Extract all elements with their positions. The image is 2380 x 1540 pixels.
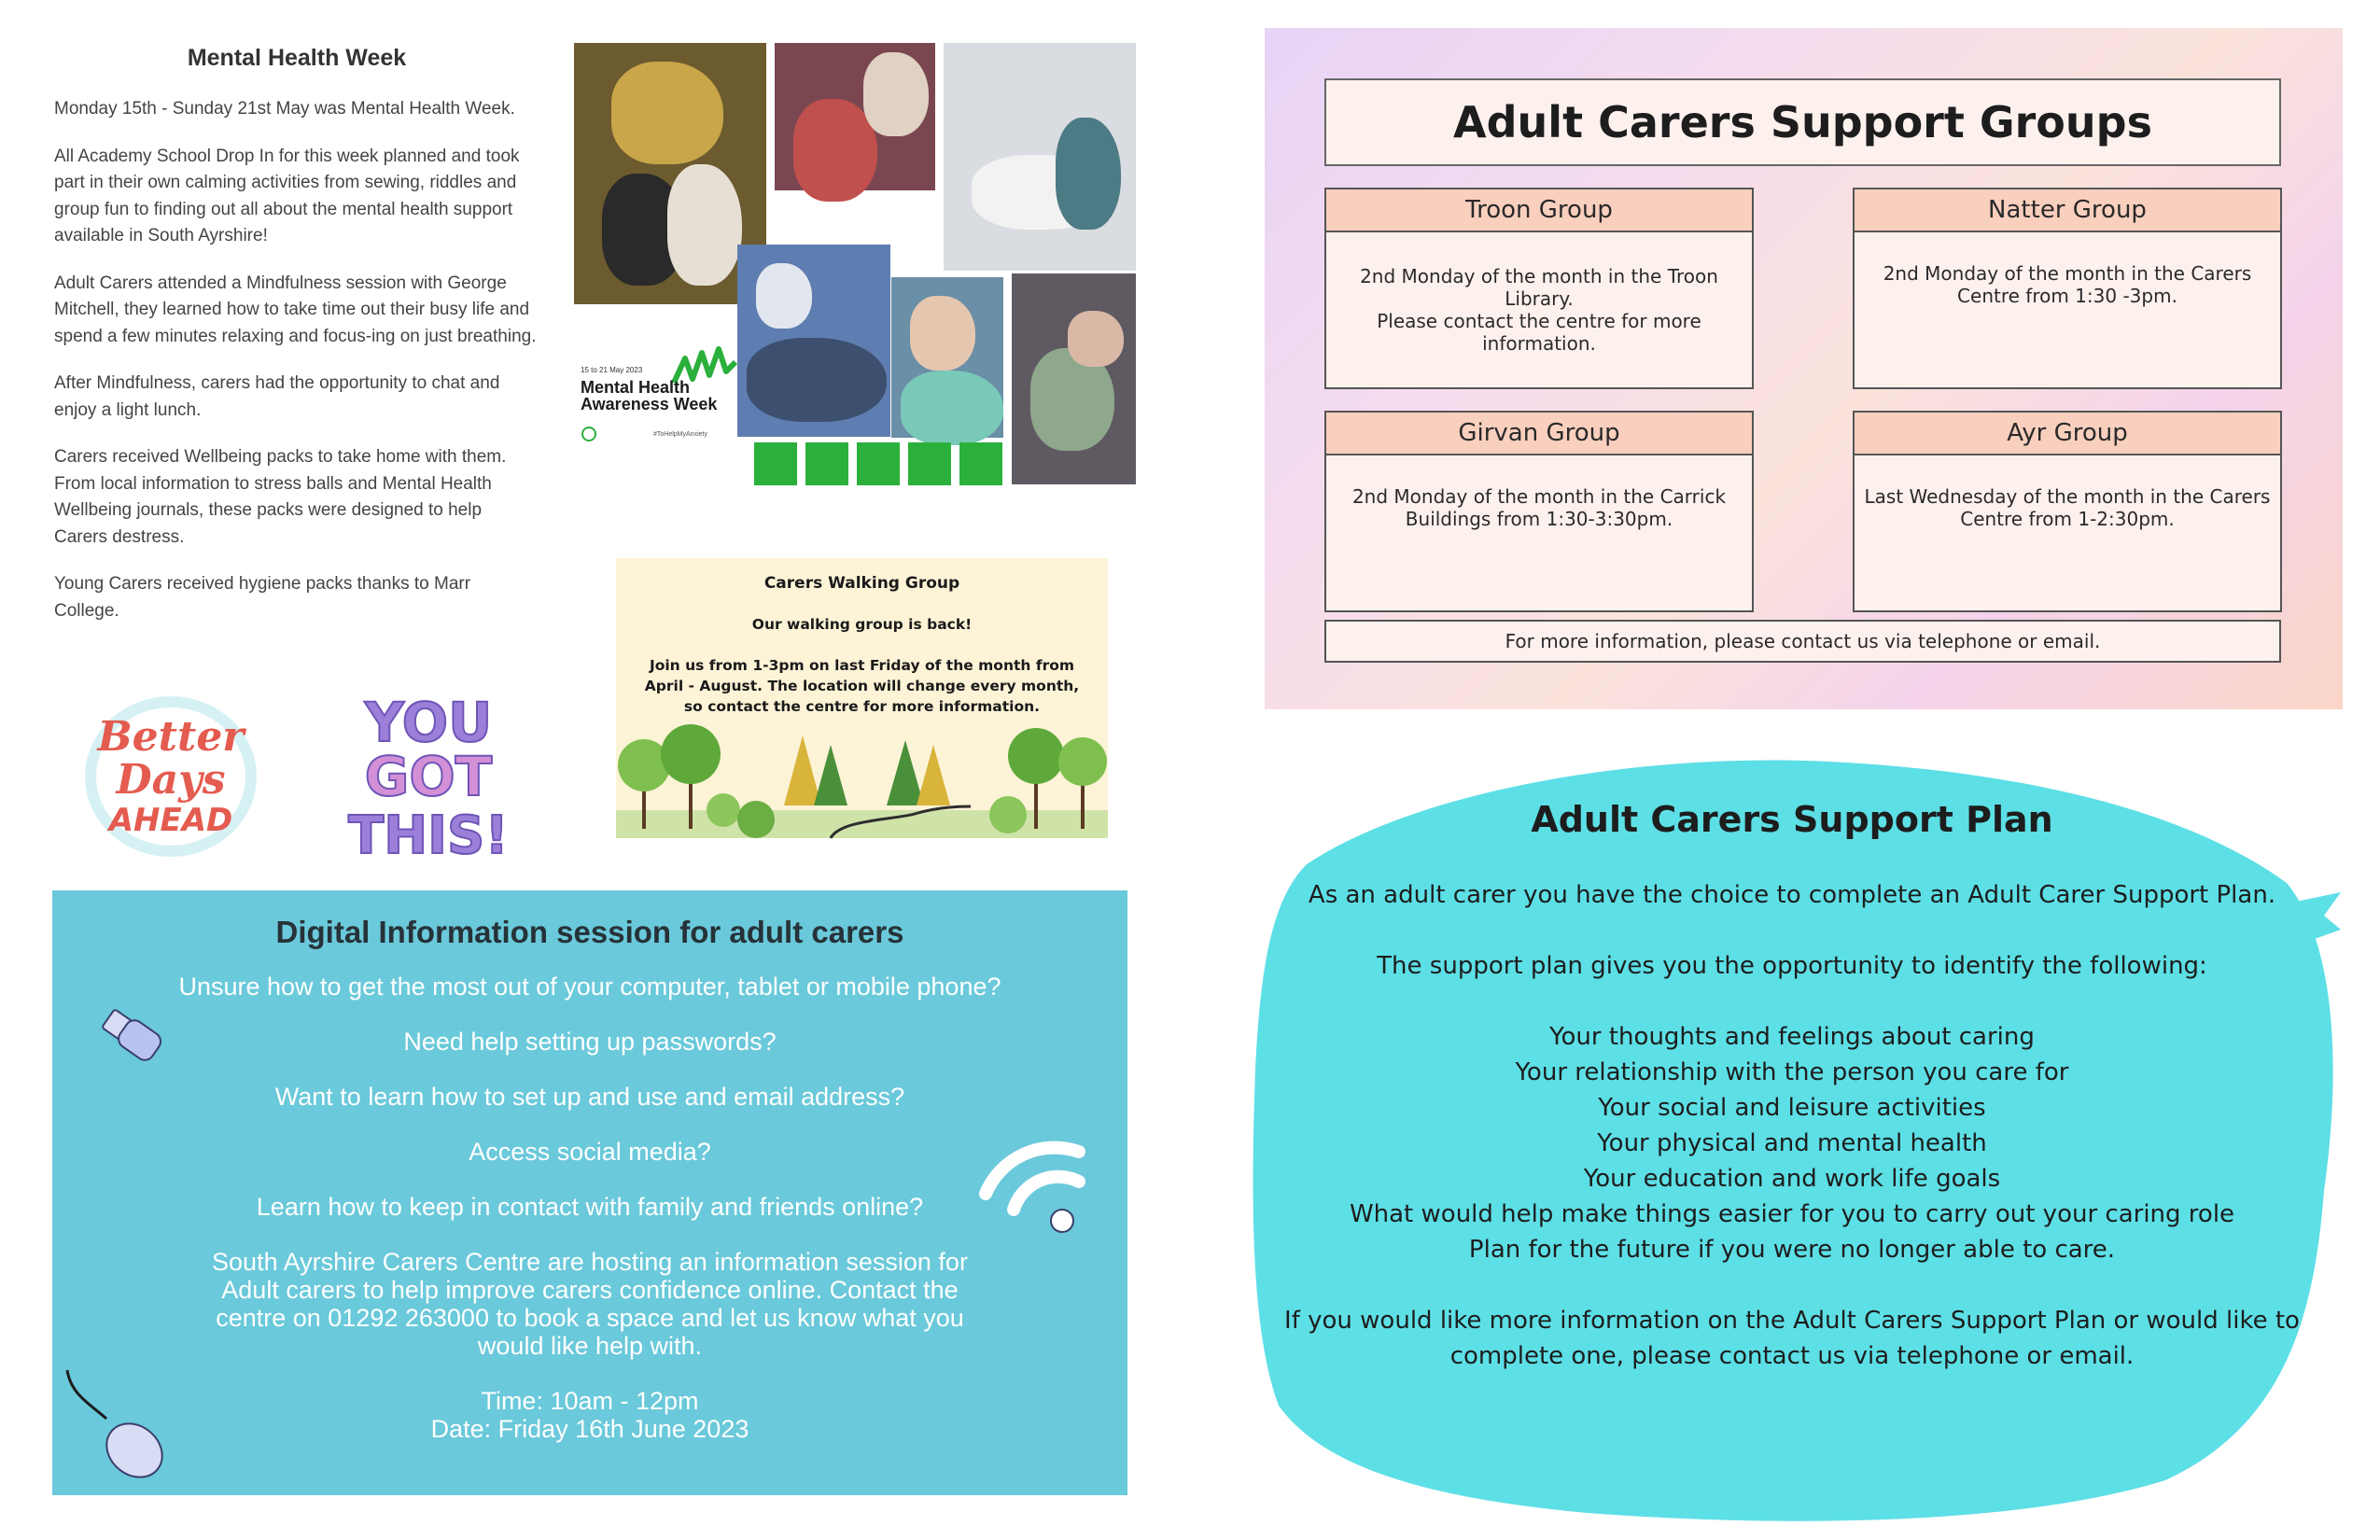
computer-mouse-icon: [62, 1366, 192, 1488]
usb-drive-icon: [93, 1002, 168, 1068]
support-plan-item: Your thoughts and feelings about caring: [1549, 1023, 2035, 1051]
mhaw-dates: 15 to 21 May 2023: [581, 366, 643, 374]
group-card-girvan: [1324, 411, 1754, 612]
sticker-word-better: Better: [97, 713, 245, 761]
mhw-paragraph: Monday 15th - Sunday 21st May was Mental Health Week.: [54, 99, 515, 119]
support-groups-title: Adult Carers Support Groups: [1453, 97, 2152, 147]
mhaw-foundation-icon: [581, 426, 597, 442]
digital-session-title: Digital Information session for adult carers: [275, 915, 904, 949]
walking-group-subtitle: Our walking group is back!: [751, 616, 973, 633]
support-plan-title: Adult Carers Support Plan: [1531, 799, 2053, 840]
support-plan-closing: If you would like more information on the Adult Carers Support Plan or would like to complete one, please contact us via telephone or email.: [1284, 1307, 2300, 1370]
sticker-word-this: THIS!: [348, 805, 509, 866]
you-got-this-sticker: [348, 687, 509, 866]
green-squares-decoration: [754, 442, 1006, 485]
walking-group-flyer: [616, 558, 1108, 838]
group-details: 2nd Monday of the month in the Carrick Buildings from 1:30-3:30pm.: [1351, 485, 1727, 530]
digital-information-session: [52, 890, 1127, 1495]
group-name: Natter Group: [1855, 189, 2280, 232]
group-name: Ayr Group: [1855, 413, 2280, 455]
better-days-ahead-sticker: [82, 693, 259, 861]
support-plan-item: What would help make things easier for you to carry out your caring role: [1349, 1200, 2235, 1228]
support-plan-item: Your education and work life goals: [1583, 1165, 2001, 1193]
group-details: 2nd Monday of the month in the Troon Library. Please contact the centre for more information.: [1360, 265, 1718, 355]
digital-session-line: Need help setting up passwords?: [403, 1028, 777, 1056]
walking-group-body: Join us from 1-3pm on last Friday of the month from April - August. The location will change every month, so contact the centre for more information.: [644, 657, 1080, 715]
digital-session-description: South Ayrshire Carers Centre are hosting an information session for Adult carers to help improve carers confidence online. Contact the centre on 01292 263000 to book a space and let us know what you would like help with.: [212, 1248, 968, 1360]
support-plan-intro: As an adult carer you have the choice to complete an Adult Carer Support Plan.: [1308, 881, 2276, 909]
mental-health-awareness-week-logo: [579, 345, 737, 457]
mhaw-name-line1: Mental Health: [581, 378, 691, 397]
digital-session-line: Access social media?: [469, 1138, 711, 1166]
sticker-word-ahead: AHEAD: [108, 802, 233, 839]
support-plan-item: Your physical and mental health: [1597, 1129, 1987, 1157]
photo-knitting: [1012, 273, 1136, 484]
group-card-troon: [1324, 188, 1754, 389]
mhaw-hashtag: #ToHelpMyAnxiety: [653, 431, 707, 438]
sticker-word-days: Days: [116, 756, 226, 804]
wifi-icon: [976, 1142, 1098, 1245]
support-groups-footer: For more information, please contact us via telephone or email.: [1324, 620, 2281, 663]
support-groups-header: [1324, 78, 2281, 166]
group-details: Last Wednesday of the month in the Carers Centre from 1-2:30pm.: [1864, 485, 2271, 530]
mhw-paragraph: Carers received Wellbeing packs to take home with them. From local information to stress balls and Mental Health Wellbeing journals, these packs were designed to help Carers destress.: [54, 447, 507, 547]
mhw-paragraph: Adult Carers attended a Mindfulness session with George Mitchell, they learned how to take time out their busy life and spend a few minutes relaxing and focus-ing on just breathing.: [54, 273, 537, 346]
group-details: 2nd Monday of the month in the Carers Centre from 1:30 -3pm.: [1883, 262, 2252, 307]
photo-room: [944, 43, 1136, 271]
sticker-word-got: GOT: [364, 745, 493, 808]
digital-session-line: Unsure how to get the most out of your computer, tablet or mobile phone?: [178, 973, 1001, 1001]
group-name: Girvan Group: [1326, 413, 1752, 455]
mental-health-week-title: Mental Health Week: [187, 45, 407, 71]
adult-carers-support-groups: [1265, 28, 2343, 709]
sticker-word-you: YOU: [364, 691, 493, 754]
adult-carers-support-plan: [1260, 799, 2324, 1374]
mhaw-name-line2: Awareness Week: [581, 395, 718, 413]
group-name: Troon Group: [1326, 189, 1752, 232]
mental-health-week-section: [54, 45, 539, 645]
group-card-ayr: [1853, 411, 2282, 612]
photo-group-seated: [737, 245, 890, 437]
support-plan-item: Your social and leisure activities: [1598, 1094, 1986, 1122]
mhw-paragraph: After Mindfulness, carers had the opportunity to chat and enjoy a light lunch.: [54, 373, 500, 420]
support-plan-lead: The support plan gives you the opportunity to identify the following:: [1377, 952, 2207, 980]
walking-group-title: Carers Walking Group: [763, 574, 960, 593]
digital-session-date: Date: Friday 16th June 2023: [430, 1415, 749, 1443]
support-plan-item: Your relationship with the person you care for: [1515, 1058, 2069, 1086]
support-plan-item: Plan for the future if you were no longer able to care.: [1468, 1236, 2116, 1264]
park-illustration: [616, 717, 1108, 838]
photo-crafting: [775, 43, 935, 190]
digital-session-line: Want to learn how to set up and use and email address?: [274, 1083, 905, 1111]
mhw-paragraph: Young Carers received hygiene packs thanks to Marr College.: [54, 574, 471, 621]
photo-young-man: [891, 277, 1003, 438]
mhw-paragraph: All Academy School Drop In for this week planned and took part in their own calming activities from sewing, riddles and group fun to finding out all about the mental health support available in South Ayrshire!: [54, 146, 520, 245]
group-card-natter: [1853, 188, 2282, 389]
digital-session-time: Time: 10am - 12pm: [481, 1387, 699, 1415]
digital-session-line: Learn how to keep in contact with family and friends online?: [256, 1193, 924, 1221]
